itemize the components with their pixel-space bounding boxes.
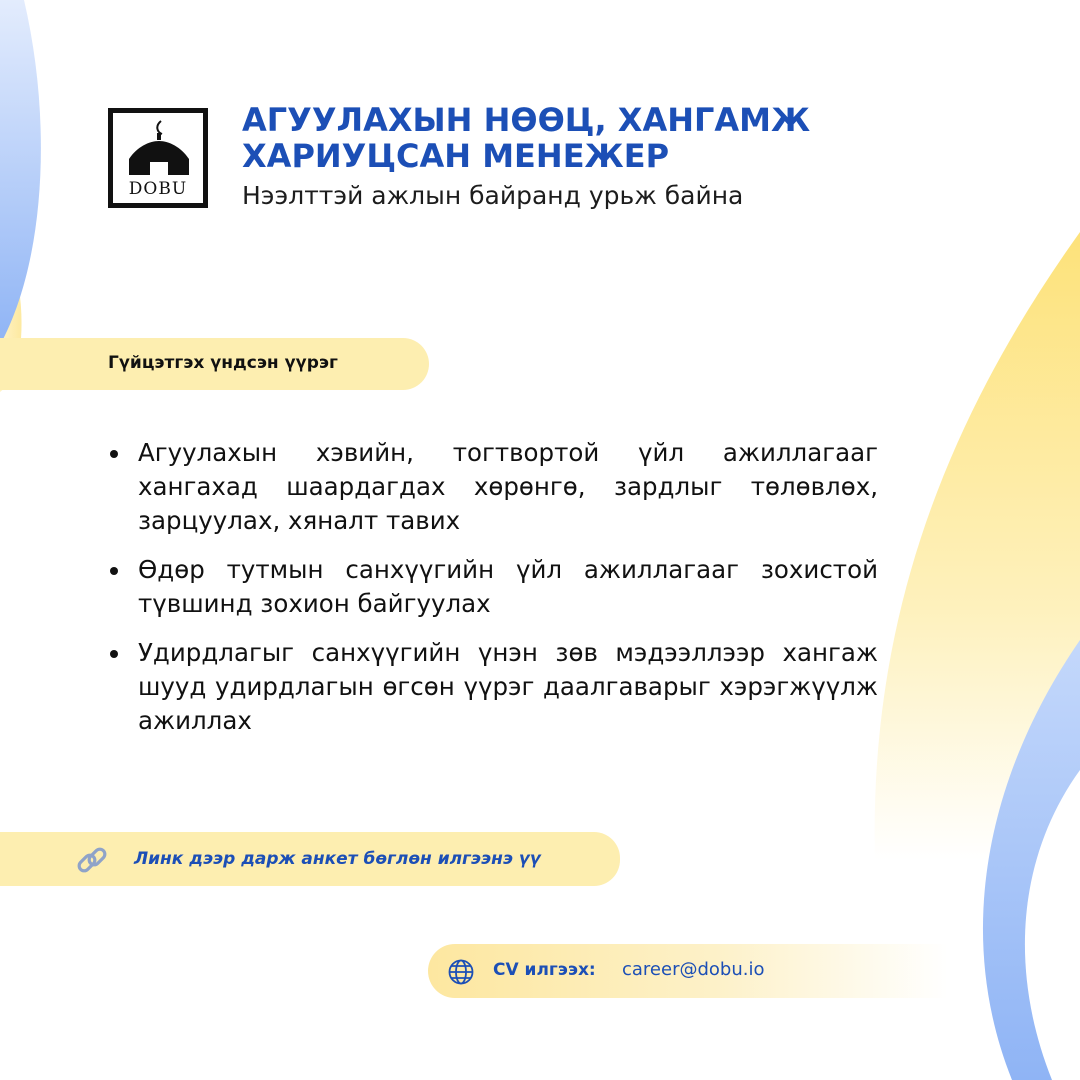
duties-heading-pill xyxy=(0,338,429,390)
apply-link-pill[interactable] xyxy=(0,832,620,886)
left-blue-wave xyxy=(0,0,41,345)
job-subtitle: Нээлттэй ажлын байранд урьж байна xyxy=(242,181,744,210)
duty-text: Удирдлагыг санхүүгийн үнэн зөв мэдээллээр хангаж шууд удирдлагын өгсөн үүрэг даалгаварыг хэрэгжүүлж ажиллах xyxy=(138,638,878,735)
chain-link-icon xyxy=(74,843,110,877)
duty-item xyxy=(108,436,878,538)
bullet-dot xyxy=(110,450,118,458)
duties-heading: Гүйцэтгэх үндсэн үүрэг xyxy=(108,353,338,373)
dobu-logo xyxy=(108,108,208,208)
duty-item xyxy=(108,553,878,621)
duty-text: Өдөр тутмын санхүүгийн үйл ажиллагааг зохистой түвшинд зохион байгуулах xyxy=(138,555,878,618)
job-title xyxy=(242,102,962,174)
bullet-dot xyxy=(110,650,118,658)
duties-list xyxy=(108,436,878,753)
globe-icon xyxy=(447,958,475,986)
bullet-dot xyxy=(110,567,118,575)
apply-link-text[interactable]: Линк дээр дарж анкет бөглөн илгээнэ үү xyxy=(134,849,541,869)
job-title-line-1: АГУУЛАХЫН НӨӨЦ, ХАНГАМЖ xyxy=(242,101,811,139)
cv-label: CV илгээх: xyxy=(493,960,596,980)
cv-email-link[interactable]: career@dobu.io xyxy=(622,959,765,980)
cv-contact-pill xyxy=(428,944,948,998)
job-title-line-2: ХАРИУЦСАН МЕНЕЖЕР xyxy=(242,137,670,175)
duty-item xyxy=(108,636,878,738)
duty-text: Агуулахын хэвийн, тогтвортой үйл ажиллагааг хангахад шаардагдах хөрөнгө, зардлыг төлөвлөх, зарцуулах, хяналт тавих xyxy=(138,438,878,535)
logo-text: DOBU xyxy=(128,179,188,199)
